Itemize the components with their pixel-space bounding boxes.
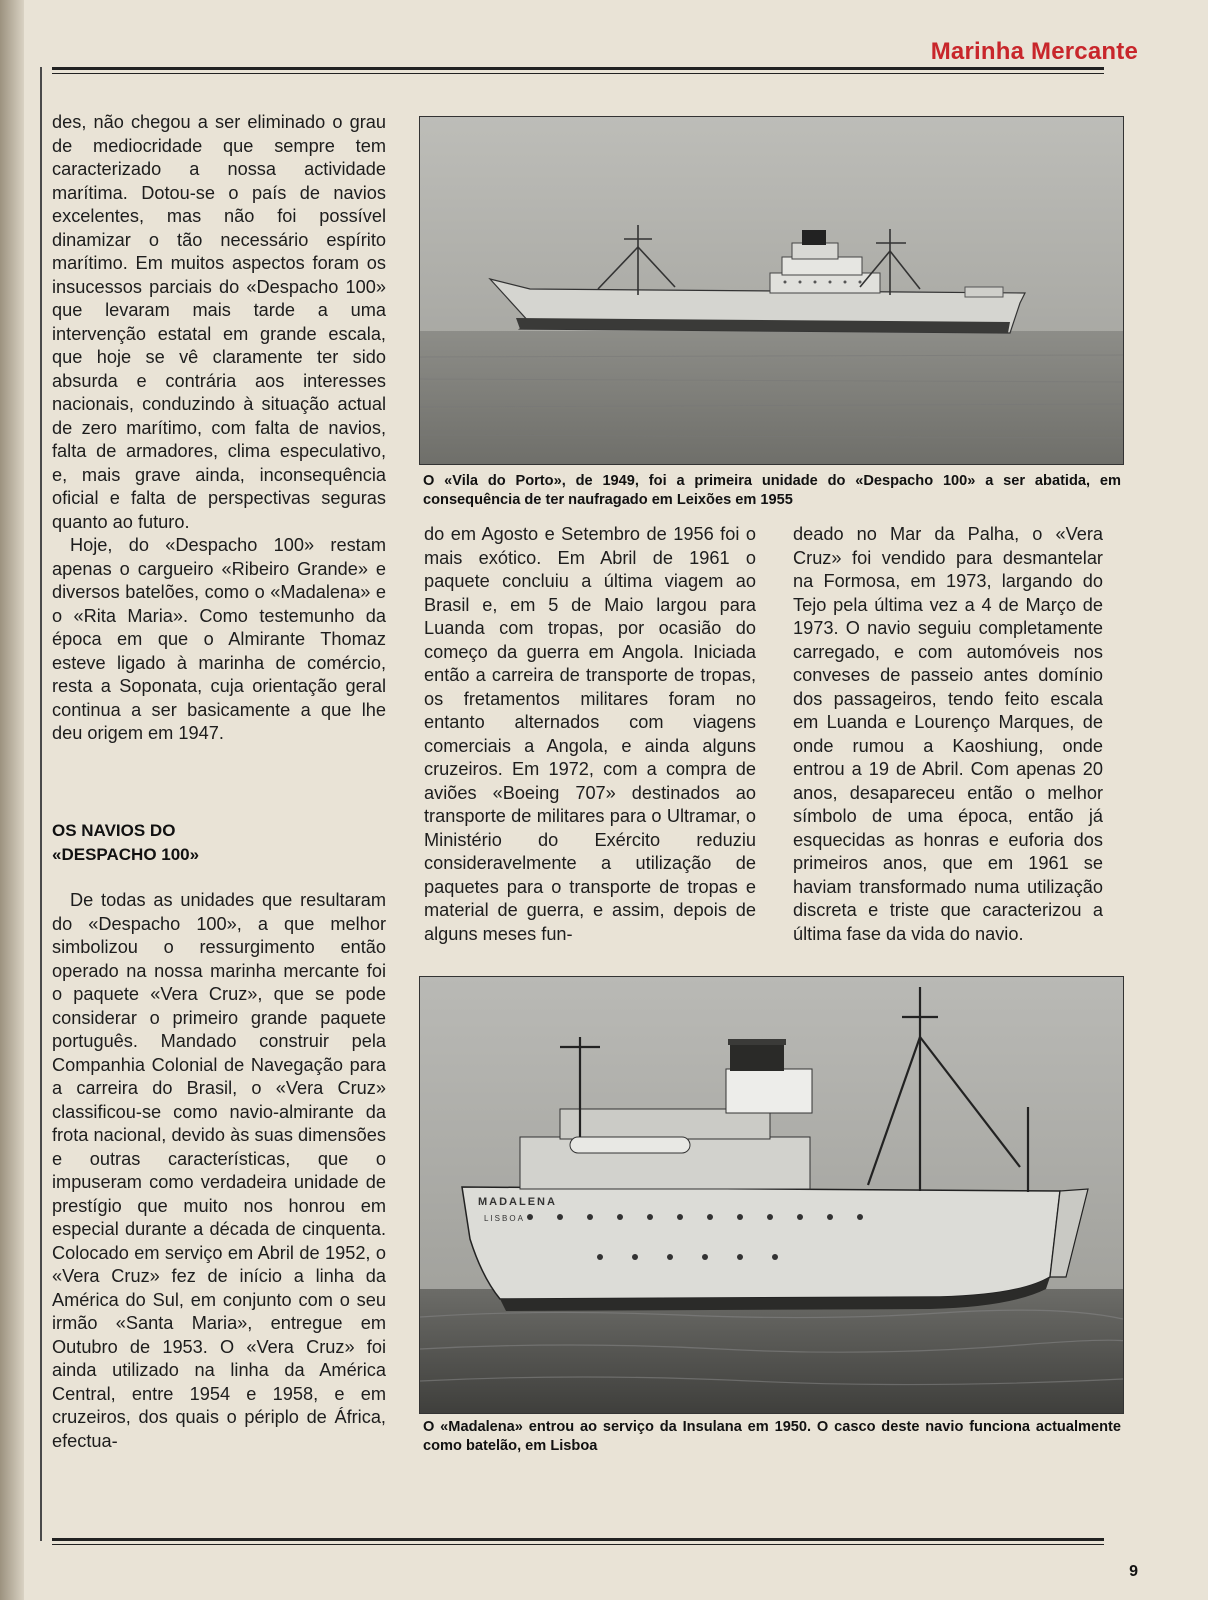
hull-name-lettering: MADALENA: [478, 1196, 557, 1208]
ship-photo-graphic: [420, 977, 1123, 1413]
subheading: [52, 819, 386, 867]
ship-photo-graphic: [420, 117, 1123, 464]
paragraph: Hoje, do «Despacho 100» restam apenas o cargueiro «Ribeiro Grande» e diversos batelões, como o «Madalena» e o «Rita Maria». Como testemunho da época em que o Almirante Thomaz esteve ligado à marinha de comércio, resta a Soponata, cuja orientação geral continua a ser basicamente a que lhe deu origem em 1947.: [52, 535, 386, 743]
hull-port-lettering: LISBOA: [484, 1214, 525, 1223]
figure-caption: O «Vila do Porto», de 1949, foi a primeira unidade do «Despacho 100» a ser abatida, em consequência de ter naufragado em Leixões em 1955: [423, 473, 1121, 508]
subheading-line: «DESPACHO 100»: [52, 845, 200, 864]
photo-vila-do-porto: [419, 116, 1124, 465]
subheading-line: OS NAVIOS DO: [52, 821, 176, 840]
paragraph: deado no Mar da Palha, o «Vera Cruz» foi vendido para desmantelar na Formosa, em 1973, largando do Tejo pela última vez a 4 de Março de 1973. O navio seguiu completamente carregado, e com automóveis nos conveses de passeio antes domínio dos passageiros, tendo feito escala em Luanda e Lourenço Marques, de onde rumou a Kaoshiung, onde entrou a 19 de Abril. Com apenas 20 anos, desapareceu então o melhor símbolo de uma época, então já esquecidas as honras e euforia dos primeiros anos, que em 1961 se haviam transformado numa utilização discreta e triste que caracterizou a última fase da vida do navio.: [793, 524, 1103, 944]
page-number: 9: [1129, 1563, 1138, 1580]
article-column-1-bottom: [52, 889, 386, 1453]
photo-madalena: [419, 976, 1124, 1414]
header-rule: [52, 67, 1104, 74]
article-column-3: [793, 523, 1103, 946]
paragraph: des, não chegou a ser eliminado o grau de mediocridade que sempre tem caracterizado a nossa actividade marítima. Dotou-se o país de navios excelentes, mas não foi possível dinamizar o tão necessário espírito marítimo. Em muitos aspectos foram os insucessos parciais do «Despacho 100» que levaram mais tarde a uma intervenção estatal em grande escala, que hoje se vê claramente ter sido absurda e contrária aos interesses nacionais, conduzindo à situação actual de zero marítimo, com falta de navios, falta de armadores, clima especulativo, e, mais grave ainda, inconsequência oficial e falta de perspectivas seguras quanto ao futuro.: [52, 112, 386, 532]
margin-rule: [40, 67, 42, 1541]
figure-caption: O «Madalena» entrou ao serviço da Insulana em 1950. O casco deste navio funciona actualmente como batelão, em Lisboa: [423, 1419, 1121, 1454]
footer-rule: [52, 1538, 1104, 1545]
article-column-1-top: [52, 111, 386, 746]
paragraph: De todas as unidades que resultaram do «Despacho 100», a que melhor simbolizou o ressurgimento então operado na nossa marinha mercante foi o paquete «Vera Cruz», que se pode considerar o primeiro grande paquete português. Mandado construir pela Companhia Colonial de Navegação para a carreira do Brasil, o «Vera Cruz» classificou-se como navio-almirante da frota nacional, devido às suas dimensões e outras características, que o impuseram como verdadeira unidade de prestígio que muito nos honrou em especial durante a década de cinquenta. Colocado em serviço em Abril de 1952, o «Vera Cruz» fez de início a linha da América do Sul, em conjunto com o seu irmão «Santa Maria», entregue em Outubro de 1953. O «Vera Cruz» foi ainda utilizado na linha da América Central, entre 1954 e 1958, e em cruzeiros, dos quais o périplo de África, efectua-: [52, 890, 386, 1451]
article-column-2: [424, 523, 756, 946]
paragraph: do em Agosto e Setembro de 1956 foi o mais exótico. Em Abril de 1961 o paquete concluiu a última viagem ao Brasil e, em 5 de Maio largou para Luanda com tropas, por ocasião do começo da guerra em Angola. Iniciada então a carreira de transporte de tropas, os fretamentos militares foram no entanto alternados com viagens comerciais a Angola, e ainda alguns cruzeiros. Em 1972, com a compra de aviões «Boeing 707» destinados ao transporte de militares para o Ultramar, o Ministério do Exército reduziu consideravelmente a utilização de paquetes para o transporte de tropas e material de guerra, e assim, depois de alguns meses fun-: [424, 524, 756, 944]
section-title: Marinha Mercante: [930, 38, 1138, 65]
page-binding-shadow: [0, 0, 24, 1600]
